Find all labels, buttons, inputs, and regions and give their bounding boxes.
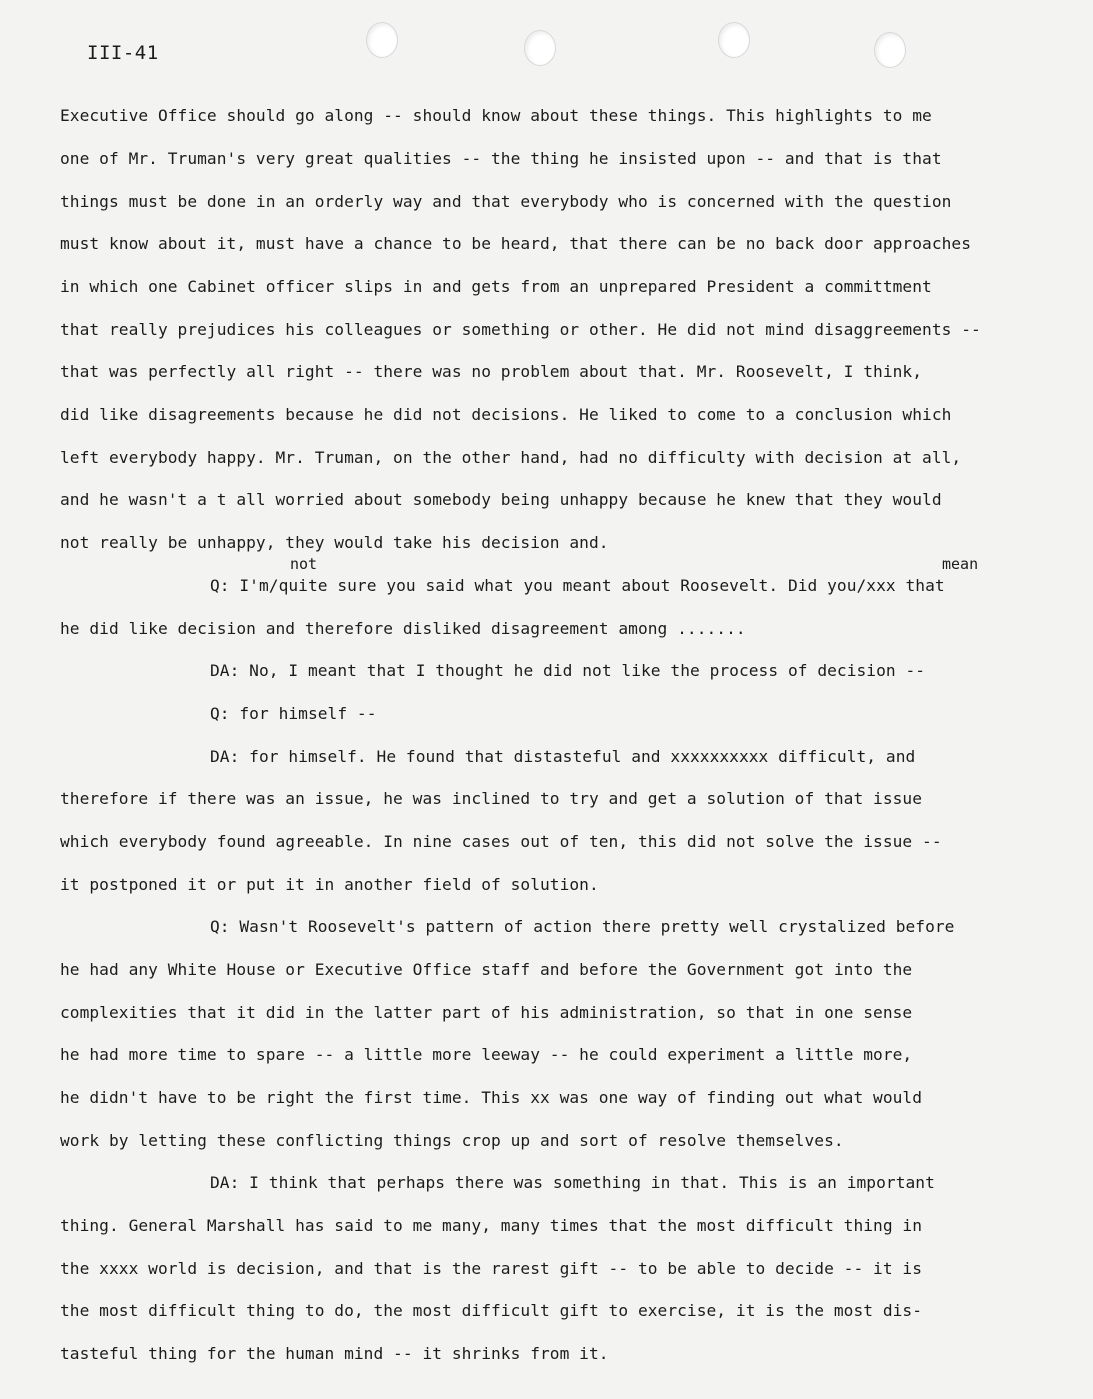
text-line: work by letting these conflicting things crop up and sort of resolve themselves. [60, 1131, 844, 1150]
text-line: not really be unhappy, they would take his decision and. [60, 533, 609, 552]
question-line: Q: for himself -- [210, 704, 377, 723]
text-line: one of Mr. Truman's very great qualities -- the thing he insisted upon -- and that is that [60, 149, 942, 168]
text-line: he had any White House or Executive Office staff and before the Government got into the [60, 960, 913, 979]
text-line: in which one Cabinet officer slips in and gets from an unprepared President a committment [60, 277, 932, 296]
punch-hole-2 [524, 30, 556, 66]
text-line: the xxxx world is decision, and that is the rarest gift -- to be able to decide -- it is [60, 1259, 923, 1278]
handwritten-insertion-mean: mean [942, 555, 979, 573]
text-line: therefore if there was an issue, he was inclined to try and get a solution of that issue [60, 789, 923, 808]
answer-line: DA: I think that perhaps there was something in that. This is an important [210, 1173, 935, 1192]
question-line: Q: Wasn't Roosevelt's pattern of action there pretty well crystalized before [210, 917, 955, 936]
text-line: he did like decision and therefore disliked disagreement among ....... [60, 619, 746, 638]
punch-hole-4 [874, 32, 906, 68]
text-line: he had more time to spare -- a little more leeway -- he could experiment a little more, [60, 1045, 913, 1064]
text-line: that really prejudices his colleagues or something or other. He did not mind disaggreements -- [60, 320, 981, 339]
punch-hole-1 [366, 22, 398, 58]
page-number: III-41 [87, 42, 159, 64]
text-line: complexities that it did in the latter part of his administration, so that in one sense [60, 1003, 913, 1022]
question-line: Q: I'm/quite sure you said what you meant about Roosevelt. Did you/xxx that [210, 576, 945, 595]
text-line: must know about it, must have a chance to be heard, that there can be no back door approaches [60, 234, 971, 253]
text-line: tasteful thing for the human mind -- it shrinks from it. [60, 1344, 609, 1363]
text-line: and he wasn't a t all worried about somebody being unhappy because he knew that they would [60, 490, 942, 509]
text-line: which everybody found agreeable. In nine cases out of ten, this did not solve the issue -- [60, 832, 942, 851]
text-line: the most difficult thing to do, the most difficult gift to exercise, it is the most dis- [60, 1301, 923, 1320]
text-line: that was perfectly all right -- there was no problem about that. Mr. Roosevelt, I think, [60, 362, 923, 381]
answer-line: DA: No, I meant that I thought he did not like the process of decision -- [210, 661, 926, 680]
text-line: did like disagreements because he did not decisions. He liked to come to a conclusion which [60, 405, 952, 424]
punch-hole-3 [718, 22, 750, 58]
text-line: things must be done in an orderly way and that everybody who is concerned with the question [60, 192, 952, 211]
text-line: left everybody happy. Mr. Truman, on the other hand, had no difficulty with decision at all, [60, 448, 962, 467]
text-line: Executive Office should go along -- should know about these things. This highlights to me [60, 106, 932, 125]
text-line: it postponed it or put it in another field of solution. [60, 875, 599, 894]
text-line: he didn't have to be right the first time. This xx was one way of finding out what would [60, 1088, 923, 1107]
handwritten-insertion-not: not [290, 555, 318, 573]
answer-line: DA: for himself. He found that distasteful and xxxxxxxxxx difficult, and [210, 747, 916, 766]
text-line: thing. General Marshall has said to me many, many times that the most difficult thing in [60, 1216, 923, 1235]
